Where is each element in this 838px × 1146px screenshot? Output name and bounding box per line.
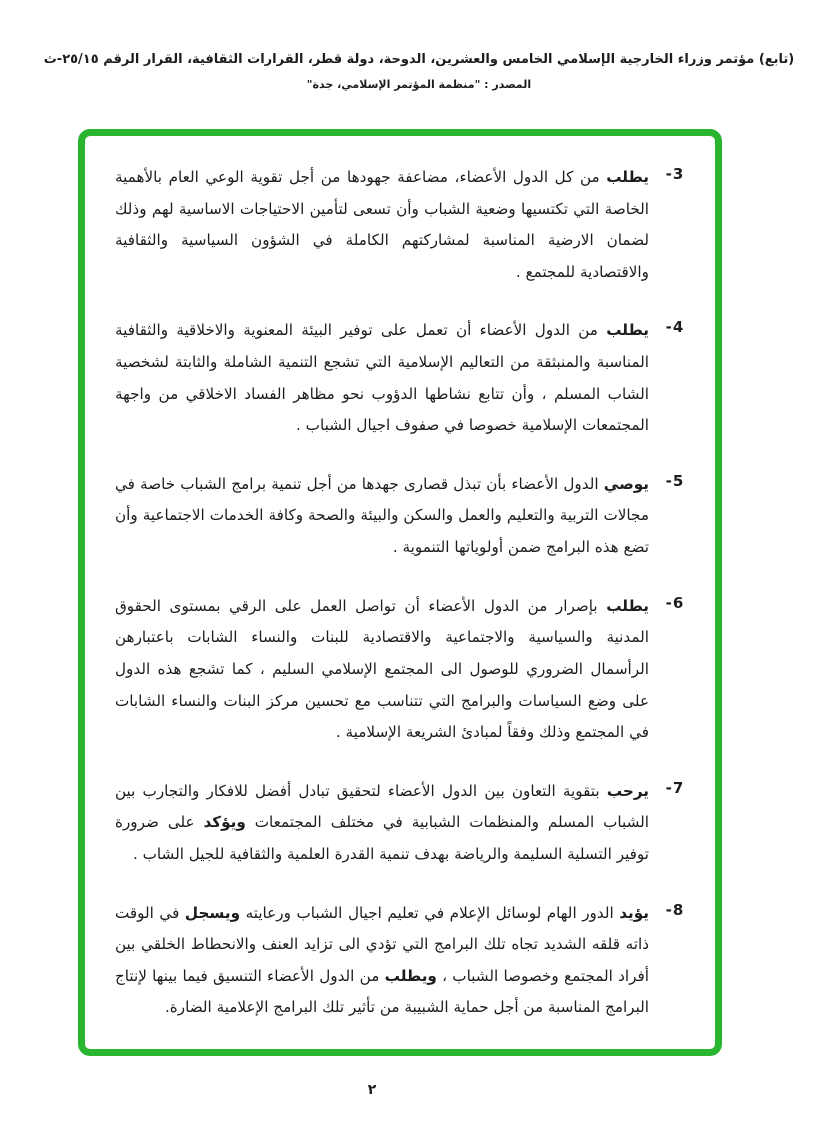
resolution-number: -6 xyxy=(665,593,685,612)
resolution-list xyxy=(85,136,715,1049)
resolution-item xyxy=(115,591,701,749)
resolution-item xyxy=(115,776,701,871)
resolution-text-segment: بتقوية التعاون بين الدول الأعضاء لتحقيق تبادل أفضل للافكار والتجارب بين الشباب المسلم والمنظمات الشبابية في مختلف المجتمعات xyxy=(115,781,650,832)
resolution-lead-word: ويطلب xyxy=(384,966,437,985)
resolution-text xyxy=(115,469,649,564)
resolution-lead-word: يوصي xyxy=(603,474,649,493)
document-header xyxy=(0,52,838,91)
resolution-lead-word: يؤيد xyxy=(619,903,649,922)
resolution-item xyxy=(115,898,701,1024)
resolution-text-segment: على ضرورة توفير التسلية السليمة والرياضة بهدف تنمية القدرة العلمية والثقافية للجيل الشاب . xyxy=(115,813,649,863)
resolution-lead-word: ويسجل xyxy=(184,903,241,922)
resolution-item xyxy=(115,162,701,288)
resolution-number: -4 xyxy=(665,318,685,337)
resolution-lead-word: يطلب xyxy=(606,321,649,340)
resolution-text xyxy=(115,898,649,1024)
resolution-text-segment: من كل الدول الأعضاء، مضاعفة جهودها من أجل تقوية الوعي العام بالأهمية الخاصة التي تكتسيها وضعية الشباب وأن تسعى لتأمين الاحتياجات الاساسية لهم وذلك لضمان الارضية المناسبة لمشاركتهم الكاملة في الشؤون السياسية والثقافية والاقتصادية للمجتمع . xyxy=(115,168,649,281)
resolution-number: -8 xyxy=(665,900,685,919)
resolution-item xyxy=(115,469,701,564)
resolution-text xyxy=(115,315,649,441)
resolution-lead-word: يطلب xyxy=(606,596,649,615)
resolution-number: -7 xyxy=(665,778,685,797)
resolution-text-segment: بإصرار من الدول الأعضاء أن تواصل العمل على الرقي بمستوى الحقوق المدنية والسياسية والاجتماعية والاقتصادية للبنات والنساء الشابات باعتبارهن الرأسمال الضروري للوصول الى المجتمع الإسلامي السليم ، كما تشجع هذه الدول على وضع السياسات والبرامج التي تتناسب مع تحسين مركز البنات والنساء الشابات في المجتمع وذلك وفقاً لمبادئ الشريعة الإسلامية . xyxy=(115,596,649,742)
resolution-text-segment: من الدول الأعضاء التنسيق فيما بينها لإنتاج البرامج المناسبة من أجل حماية الشبيبة من تأثير تلك البرامج الإعلامية الضارة. xyxy=(115,966,649,1017)
resolution-text-segment: الدور الهام لوسائل الإعلام في تعليم اجيال الشباب ورعايته xyxy=(240,903,620,922)
resolution-lead-word: ويؤكد xyxy=(203,813,246,832)
resolution-text xyxy=(115,776,649,871)
highlight-frame xyxy=(78,129,722,1056)
resolution-lead-word: يطلب xyxy=(606,168,649,186)
resolution-text-segment: الدول الأعضاء بأن تبذل قصارى جهدها من أجل تنمية برامج الشباب خاصة في مجالات التربية والتعليم والعمل والسكن والبيئة والصحة وكافة الخدمات الاجتماعية وأن تضع هذه البرامج ضمن أولوياتها التنموية . xyxy=(115,474,649,557)
page-number: ٢ xyxy=(367,1082,377,1098)
resolution-number: -5 xyxy=(665,471,685,490)
document-header-title: (تابع) مؤتمر وزراء الخارجية الإسلامي الخامس والعشرين، الدوحة، دولة قطر، القرارات الثقافية، القرار الرقم ٢٥/١٥-ث xyxy=(43,52,795,67)
resolution-text xyxy=(115,591,649,749)
resolution-text xyxy=(115,162,649,288)
resolution-number: -3 xyxy=(665,165,685,183)
resolution-lead-word: يرحب xyxy=(606,781,649,800)
resolution-text-segment: من الدول الأعضاء أن تعمل على توفير البيئة المعنوية والاخلاقية والثقافية المناسبة والمنبثقة من التعاليم الإسلامية التي تشجع التنمية الشاملة والثابتة لشخصية الشاب المسلم ، وأن تتابع نشاطها الدؤوب نحو مظاهر الفساد الاخلاقي من واجهة المجتمعات الإسلامية خصوصا في صفوف اجيال الشباب . xyxy=(115,321,649,435)
resolution-text-segment: في الوقت ذاته قلقه الشديد تجاه تلك البرامج التي تؤدي الى تزايد العنف والانحطاط الخلقي بين أفراد المجتمع وخصوصا الشباب ، xyxy=(115,903,649,985)
document-source-line: المصدر : "منظمة المؤتمر الإسلامي، جدة" xyxy=(306,78,532,91)
resolution-item xyxy=(115,315,701,441)
